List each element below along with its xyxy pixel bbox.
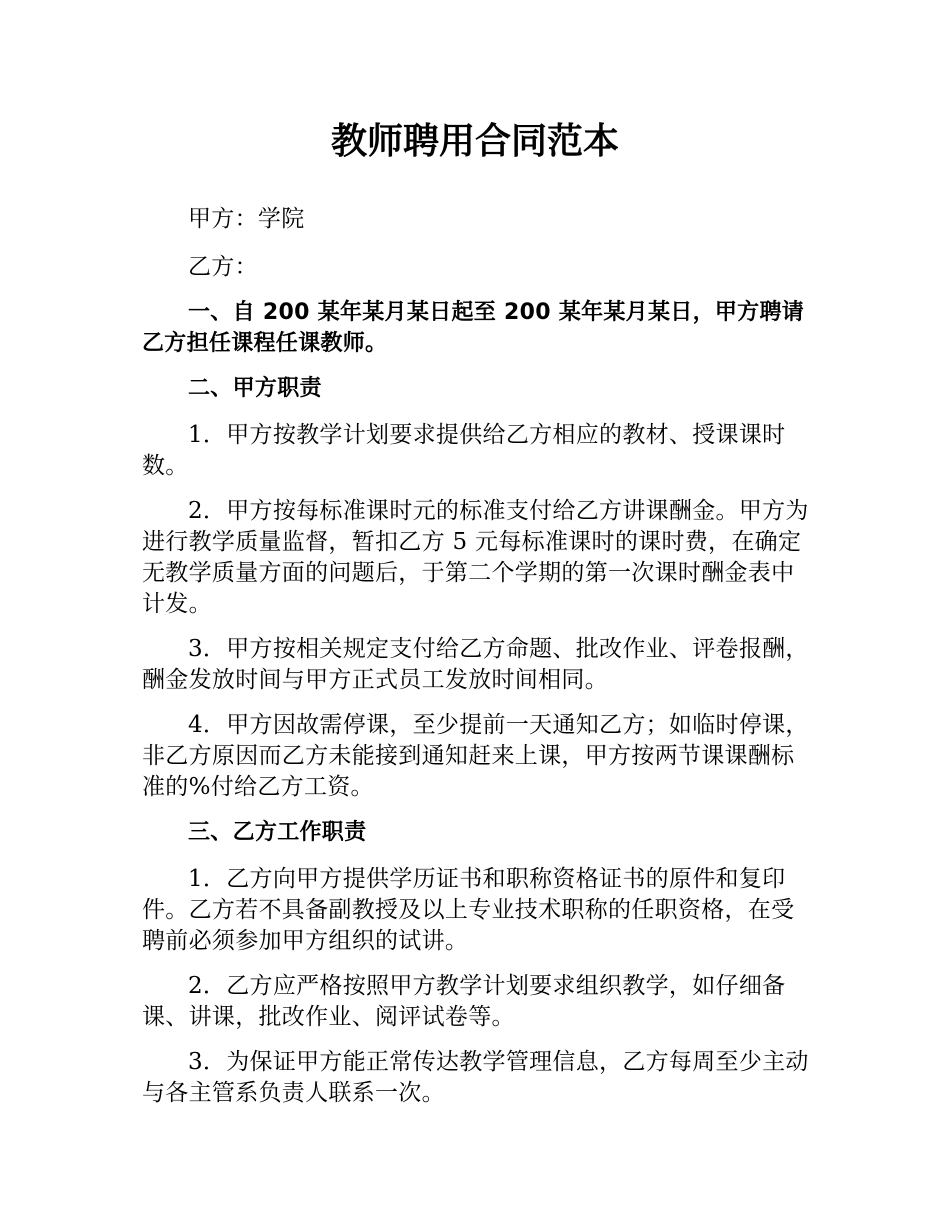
section-3-heading: 三、乙方工作职责	[188, 820, 367, 845]
section-2-item: 2．甲方按每标准课时元的标准支付给乙方讲课酬金。甲方为进行教学质量监督，暂扣乙方 5 元每标准课时的课时费，在确定无教学质量方面的问题后，于第二个学期的第一次课时酬金表中计发。	[142, 498, 809, 617]
party-b-line: 乙方：	[188, 254, 258, 280]
section-2-item: 3．甲方按相关规定支付给乙方命题、批改作业、评卷报酬，酬金发放时间与甲方正式员工发放时间相同。	[142, 636, 809, 693]
clause-1: 一、自 200 某年某月某日起至 200 某年某月某日，甲方聘请乙方担任课程任课教师。	[142, 300, 805, 356]
section-2-item: 4．甲方因故需停课，至少提前一天通知乙方；如临时停课，非乙方原因而乙方未能接到通知赶来上课，甲方按两节课课酬标准的%付给乙方工资。	[142, 712, 809, 800]
section-2-heading: 二、甲方职责	[188, 376, 322, 401]
party-a-line: 甲方：学院	[188, 206, 305, 232]
section-3-item: 3．为保证甲方能正常传达教学管理信息，乙方每周至少主动与各主管系负责人联系一次。	[142, 1049, 809, 1106]
section-3-item: 1．乙方向甲方提供学历证书和职称资格证书的原件和复印件。乙方若不具备副教授及以上专业技术职称的任职资格，在受聘前必须参加甲方组织的试讲。	[142, 866, 795, 954]
section-2-item: 1．甲方按教学计划要求提供给乙方相应的教材、授课课时数。	[142, 422, 786, 479]
section-3-item: 2．乙方应严格按照甲方教学计划要求组织教学，如仔细备课、讲课，批改作业、阅评试卷等。	[142, 973, 786, 1030]
document-title: 教师聘用合同范本	[330, 121, 619, 162]
